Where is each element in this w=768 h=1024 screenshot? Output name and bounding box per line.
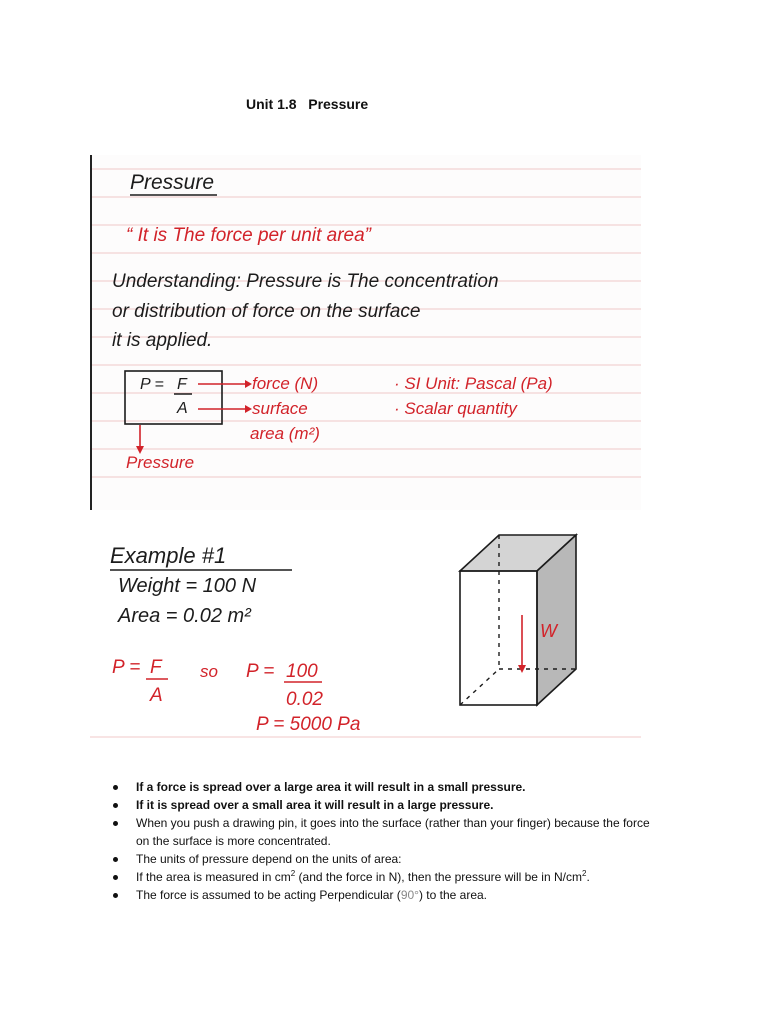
weight-line: Weight = 100 N (118, 575, 257, 597)
substitution-numerator: 100 (286, 661, 318, 682)
list-item (113, 886, 658, 904)
bullet-text-end: . (586, 870, 590, 884)
example-heading: Example #1 (110, 543, 227, 568)
bullet-dot (113, 785, 118, 790)
understanding-line-2: or distribution of force on the surface (112, 301, 421, 322)
so-text: so (200, 662, 218, 681)
list-item (113, 814, 658, 850)
formula-p: P = (140, 376, 164, 393)
angle-value: 90° (400, 888, 419, 902)
list-item (113, 850, 658, 868)
example-formula-p: P = (112, 657, 141, 678)
scalar-text: · Scalar quantity (394, 399, 517, 418)
understanding-line-3: it is applied. (112, 330, 213, 351)
bullet-dot (113, 857, 118, 862)
pressure-label: Pressure (126, 453, 195, 472)
force-label: force (N) (252, 374, 319, 393)
bullet-dot (113, 875, 118, 880)
list-item (113, 778, 658, 796)
area-label: area (m²) (250, 424, 320, 443)
page-title: Unit 1.8 Pressure (246, 96, 369, 112)
pressure-notes-image (90, 155, 641, 510)
notes-heading: Pressure (130, 171, 215, 194)
bullet-list (113, 778, 658, 904)
bullet-text: When you push a drawing pin, it goes into the surface (rather than your finger) because the force on the surface is more concentrated. (136, 816, 650, 848)
understanding-line-1: Understanding: Pressure is The concentration (112, 271, 499, 292)
definition-text: “ It is The force per unit area” (126, 225, 371, 246)
superscript: 2 (290, 869, 296, 878)
bullet-text: The units of pressure depend on the units of area: (136, 852, 402, 866)
example-image (90, 519, 641, 741)
result-text: P = 5000 Pa (256, 714, 361, 735)
formula-a: A (177, 400, 188, 417)
bullet-dot (113, 893, 118, 898)
bullet-dot (113, 803, 118, 808)
bullet-text-end: ) to the area. (418, 888, 488, 902)
list-item (113, 868, 658, 886)
surface-label: surface (252, 399, 308, 418)
bullet-dot (113, 821, 118, 826)
bullet-text: If a force is spread over a large area it will result in a small pressure. (136, 780, 526, 794)
area-line: Area = 0.02 m² (118, 605, 251, 627)
bullet-text-middle: (and the force in N), then the pressure will be in N/cm (295, 870, 582, 884)
si-unit-text: · SI Unit: Pascal (Pa) (394, 374, 553, 393)
bullet-text-start: The force is assumed to be acting Perpendicular ( (136, 888, 401, 902)
formula-f: F (177, 376, 187, 393)
substitution-p: P = (246, 661, 275, 682)
example-formula-f: F (150, 657, 162, 678)
list-item (113, 796, 658, 814)
bullet-text-start: If the area is measured in cm (136, 870, 291, 884)
bullet-text: If it is spread over a small area it will result in a large pressure. (136, 798, 494, 812)
substitution-denominator: 0.02 (286, 689, 323, 710)
example-formula-a: A (150, 685, 163, 706)
w-label: W (540, 621, 557, 641)
superscript: 2 (581, 869, 587, 878)
